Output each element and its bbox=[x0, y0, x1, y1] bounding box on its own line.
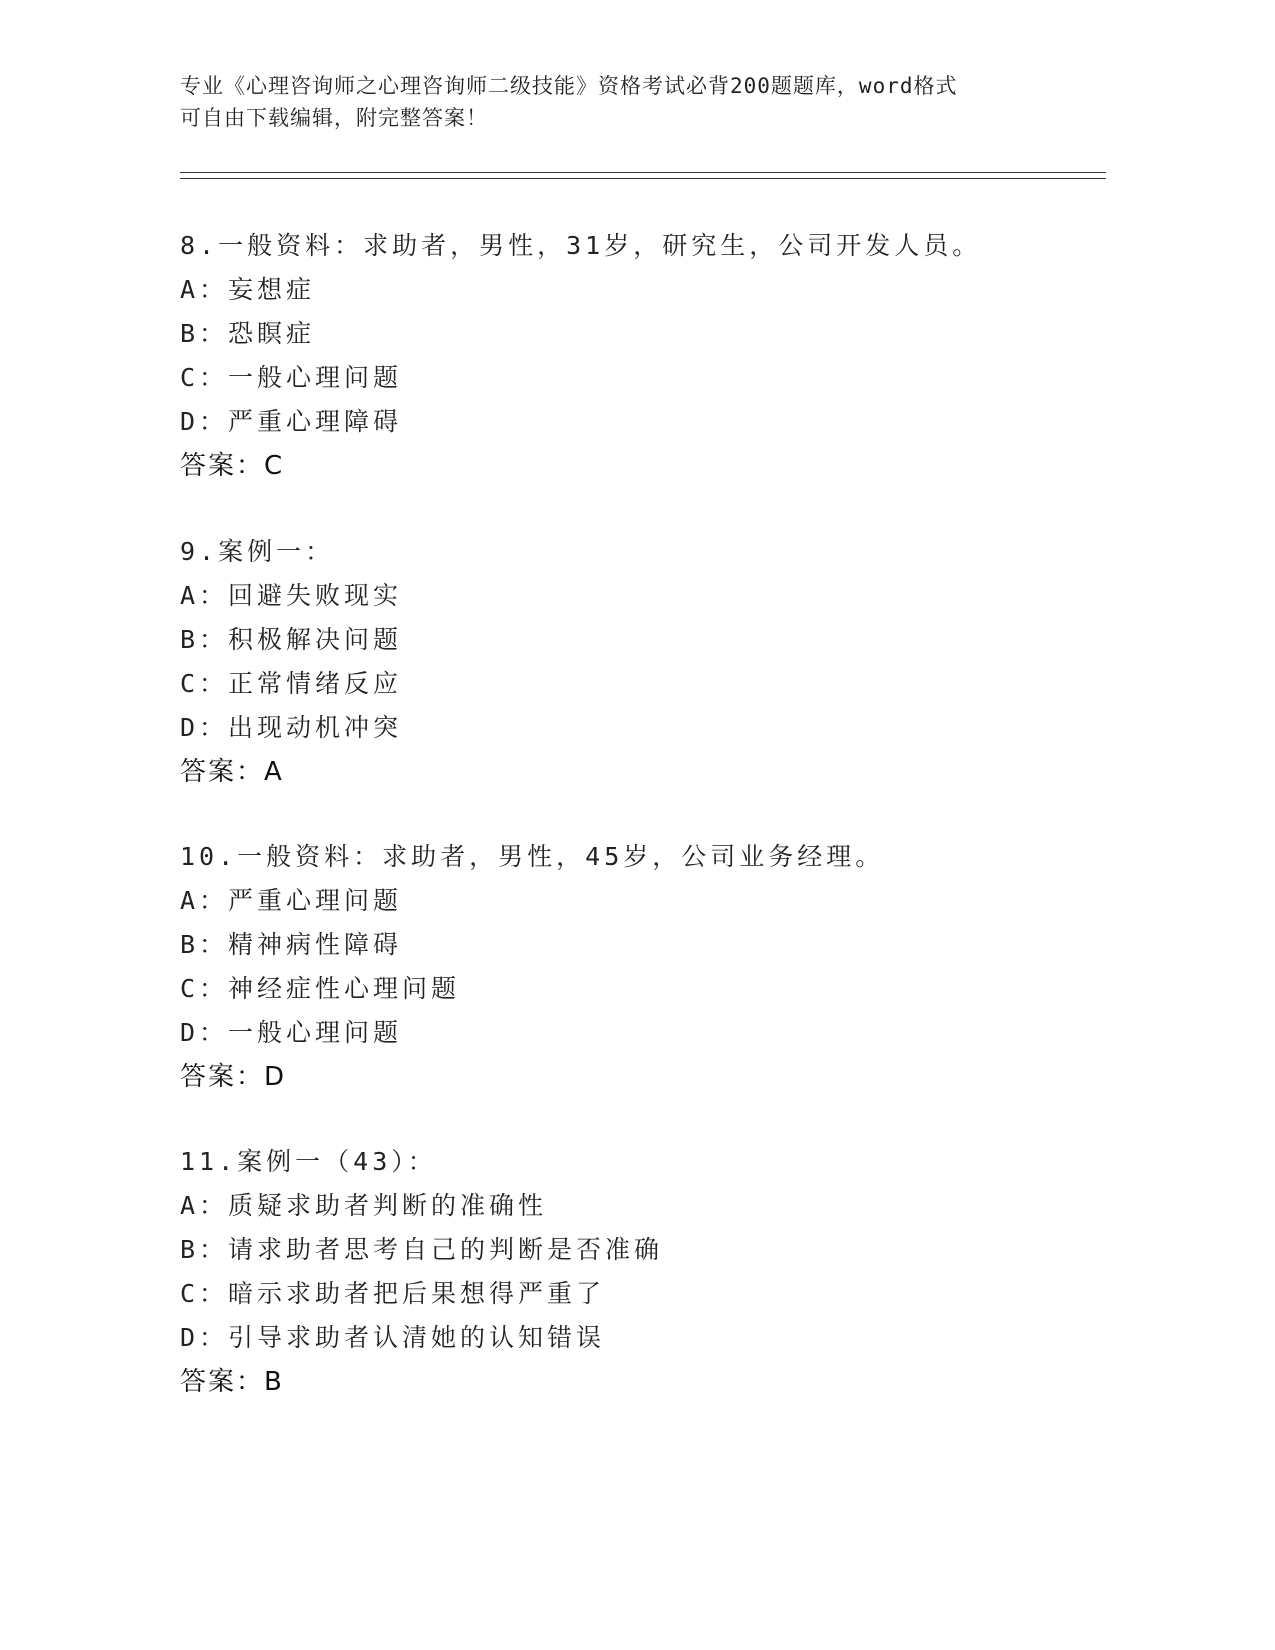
answer: 答案：B bbox=[180, 1367, 284, 1397]
option-d: D：引导求助者认清她的认知错误 bbox=[180, 1323, 606, 1352]
option-b: B：积极解决问题 bbox=[180, 625, 403, 654]
header-divider-bottom bbox=[180, 178, 1106, 179]
option-a: A：回避失败现实 bbox=[180, 581, 403, 610]
document-header bbox=[180, 70, 1060, 134]
option-d: D：严重心理障碍 bbox=[180, 407, 403, 436]
header-line-2: 可自由下载编辑，附完整答案！ bbox=[180, 106, 488, 130]
option-c: C：暗示求助者把后果想得严重了 bbox=[180, 1279, 606, 1308]
answer: 答案：C bbox=[180, 451, 285, 481]
option-d: D：一般心理问题 bbox=[180, 1018, 403, 1047]
option-a: A：质疑求助者判断的准确性 bbox=[180, 1191, 548, 1220]
option-c: C：神经症性心理问题 bbox=[180, 974, 461, 1003]
question-8 bbox=[180, 224, 1140, 488]
option-a: A：严重心理问题 bbox=[180, 886, 403, 915]
question-stem: 8.一般资料：求助者，男性，31岁，研究生，公司开发人员。 bbox=[180, 231, 982, 260]
question-stem: 11.案例一（43）： bbox=[180, 1147, 437, 1176]
option-a: A：妄想症 bbox=[180, 275, 316, 304]
header-divider-top bbox=[180, 172, 1106, 173]
option-c: C：正常情绪反应 bbox=[180, 669, 403, 698]
option-c: C：一般心理问题 bbox=[180, 363, 403, 392]
header-line-1: 专业《心理咨询师之心理咨询师二级技能》资格考试必背200题题库，word格式 bbox=[180, 74, 958, 98]
option-d: D：出现动机冲突 bbox=[180, 713, 403, 742]
question-stem: 10.一般资料：求助者，男性，45岁，公司业务经理。 bbox=[180, 842, 885, 871]
question-11 bbox=[180, 1140, 1140, 1404]
answer: 答案：D bbox=[180, 1062, 287, 1092]
question-stem: 9.案例一： bbox=[180, 537, 335, 566]
option-b: B：恐瞑症 bbox=[180, 319, 316, 348]
option-b: B：请求助者思考自己的判断是否准确 bbox=[180, 1235, 664, 1264]
option-b: B：精神病性障碍 bbox=[180, 930, 403, 959]
answer: 答案：A bbox=[180, 757, 284, 787]
question-10 bbox=[180, 835, 1140, 1099]
question-9 bbox=[180, 530, 1140, 794]
